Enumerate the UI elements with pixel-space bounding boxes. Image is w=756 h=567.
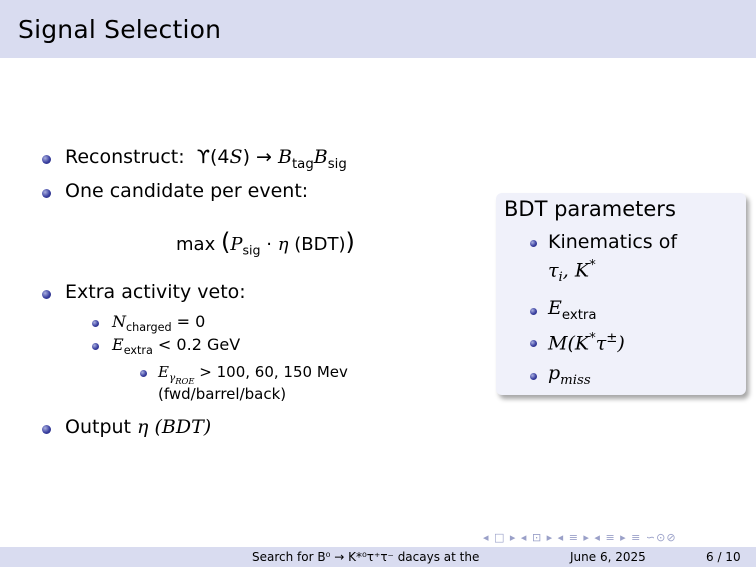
n-charged-item: $N_{charged} = 0$ [112,312,206,335]
kinematics-symbols: $\tau_i$, K* [548,258,596,286]
bullet-icon [530,240,537,247]
e-gamma-item: $E_{\gamma_{ROE}} > 100$, 60, 150 Mev [158,363,348,387]
fwd-barrel-back-text: (fwd/barrel/back) [158,385,287,403]
beamer-nav-controls[interactable]: ◂ □ ▸ ◂ ⊡ ▸ ◂ ≡ ▸ ◂ ≡ ▸ ≡ ∽⊙⊘ [483,531,677,544]
bullet-icon [42,189,51,198]
one-candidate-item: One candidate per event: [65,180,309,202]
sub-bullet-icon [92,320,99,327]
footer-short-title: Search for B⁰ → K*⁰τ⁺τ⁻ dacays at the [252,550,480,564]
bullet-icon [42,425,51,434]
sub-bullet-icon [92,343,99,350]
output-item: Output η (BDT) [65,416,212,438]
p-miss-param: $p_{miss}$ [548,362,591,388]
max-formula: $\max (P_{sig} \cdot \eta$ (BDT)) [176,228,355,258]
bullet-icon [530,340,537,347]
bullet-icon [530,308,537,315]
e-extra-item: $E_{extra} < 0.2$ GeV [112,335,241,358]
mass-param: M(K*τ±) [548,331,625,355]
kinematics-item: Kinematics of [548,231,678,253]
slide-title: Signal Selection [18,15,222,44]
bullet-icon [530,373,537,380]
frame-title-bar [0,0,756,58]
footer-bar [0,547,756,567]
sub-sub-bullet-icon [140,370,147,377]
reconstruct-item: Reconstruct: $ϒ(4S) \to B_{tag}B_{sig}$ [65,146,347,172]
bullet-icon [42,155,51,164]
footer-page-number: 6 / 10 [706,550,741,564]
bdt-parameters-block [496,193,746,395]
footer-date: June 6, 2025 [570,550,646,564]
e-extra-param: $E_{extra}$ [548,297,597,323]
extra-veto-item: Extra activity veto: [65,281,246,303]
bdt-block-title: BDT parameters [504,197,676,221]
reconstruct-label: Reconstruct: [65,146,185,168]
bullet-icon [42,290,51,299]
